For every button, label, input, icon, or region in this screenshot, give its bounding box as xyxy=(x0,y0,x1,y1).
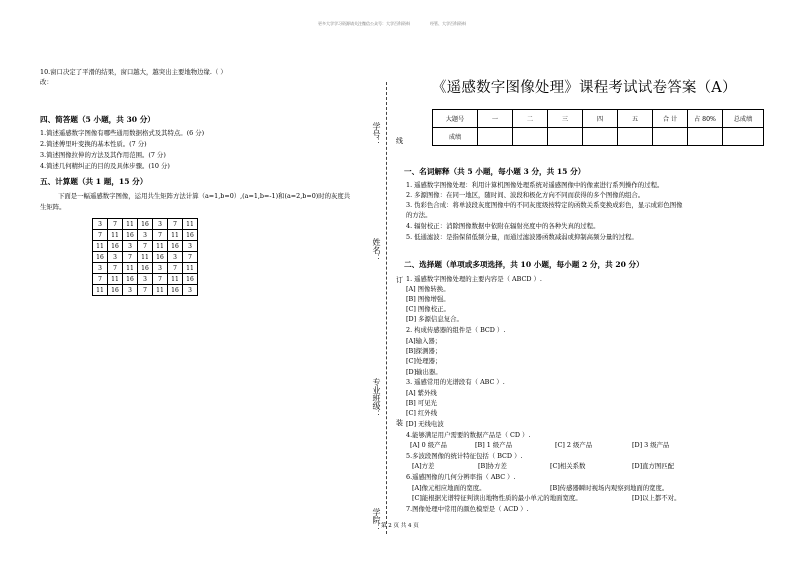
choice-option: [A] 图像转换。 xyxy=(406,285,450,293)
matrix-cell: 7 xyxy=(168,219,183,230)
choice-option: [D]直方图匹配 xyxy=(632,462,675,470)
score-cell[interactable] xyxy=(548,128,583,146)
calculation-heading: 五、计算题（共 1 题，15 分） xyxy=(40,177,148,186)
choice-option: [C] 图像校正。 xyxy=(406,305,450,313)
choice-option: [D]输出器。 xyxy=(406,368,442,376)
matrix-cell: 11 xyxy=(93,285,108,296)
short-answer-item: 3.简述图像拉伸的方法及其作用范围。(7 分) xyxy=(40,151,166,159)
matrix-cell: 11 xyxy=(108,230,123,241)
matrix-cell: 3 xyxy=(108,252,123,263)
score-table-row xyxy=(433,128,764,146)
matrix-cell: 11 xyxy=(123,219,138,230)
calculation-text-cont: 生矩阵。 xyxy=(40,203,66,211)
matrix-row xyxy=(93,263,198,274)
matrix-cell: 11 xyxy=(138,252,153,263)
choice-option: [A]方差 xyxy=(412,462,435,470)
matrix-cell: 11 xyxy=(168,230,183,241)
score-header-cell: 一 xyxy=(478,110,513,128)
matrix-cell: 16 xyxy=(168,241,183,252)
score-header-cell: 三 xyxy=(548,110,583,128)
short-answer-item: 2.简述傅里叶变换的基本性质。(7 分) xyxy=(40,140,147,148)
term-definition: 3. 伪彩色合成：将单波段灰度图像中的不同灰度级按特定的函数关系变换成彩色，显示成彩色图像 xyxy=(406,201,683,209)
choice-question: 2. 构成传感器的组件是（ BCD ）. xyxy=(406,326,506,334)
matrix-cell: 11 xyxy=(153,285,168,296)
matrix-cell: 16 xyxy=(123,274,138,285)
student-id-label: 学号： xyxy=(372,122,381,146)
score-cell[interactable] xyxy=(618,128,653,146)
choice-option: [A]像元相应地面的宽度。 xyxy=(412,484,486,492)
term-definition: 2. 多源图像：在同一地区，随时间、波段和极化方向不同而获得的多个图像的组合。 xyxy=(406,191,645,199)
short-answer-heading: 四、简答题（5 小题，共 30 分） xyxy=(40,115,155,124)
matrix-cell: 3 xyxy=(153,219,168,230)
matrix-cell: 11 xyxy=(168,274,183,285)
choice-option: [D] 多源信息复合。 xyxy=(406,315,463,323)
short-answer-item: 1.简述遥感数字图像有哪些通用数据格式及其特点。(6 分) xyxy=(40,129,205,137)
exam-title: 《遥感数字图像处理》课程考试试卷答案（A） xyxy=(432,80,737,96)
section-2-heading: 二、选择题（单项或多项选择，共 10 小题，每小题 2 分，共 20 分） xyxy=(404,260,644,269)
matrix-cell: 16 xyxy=(108,285,123,296)
matrix-row xyxy=(93,230,198,241)
binding-mark-order: 订 xyxy=(396,276,403,284)
choice-option: [B]协方差 xyxy=(478,462,507,470)
score-row-label: 成绩 xyxy=(433,128,478,146)
matrix-cell: 11 xyxy=(108,274,123,285)
choice-option: [D]以上都不对。 xyxy=(632,494,681,502)
matrix-cell: 16 xyxy=(123,230,138,241)
matrix-cell: 7 xyxy=(123,252,138,263)
matrix-row xyxy=(93,241,198,252)
matrix-cell: 7 xyxy=(153,274,168,285)
matrix-cell: 16 xyxy=(168,285,183,296)
score-table-header xyxy=(433,110,764,128)
matrix-cell: 11 xyxy=(123,263,138,274)
score-header-cell: 二 xyxy=(513,110,548,128)
question-10-correction: 改： xyxy=(40,78,53,86)
matrix-cell: 7 xyxy=(138,241,153,252)
matrix-cell: 3 xyxy=(138,274,153,285)
matrix-cell: 16 xyxy=(93,252,108,263)
choice-option: [C]能根据光谱特征判读出地物性质的最小单元的地面宽度。 xyxy=(412,494,582,502)
matrix-row xyxy=(93,219,198,230)
matrix-cell: 3 xyxy=(93,263,108,274)
choice-option: [D] 3 级产品 xyxy=(632,441,670,449)
choice-question: 5.多波段图像的统计特征包括（ BCD ）. xyxy=(406,452,523,460)
choice-option: [B] 图像增强。 xyxy=(406,295,450,303)
choice-option: [D] 无线电波 xyxy=(406,420,444,428)
matrix-cell: 3 xyxy=(123,241,138,252)
major-class-label: 专业班级： xyxy=(372,378,381,418)
matrix-cell: 11 xyxy=(183,263,198,274)
matrix-cell: 11 xyxy=(93,241,108,252)
header-note-left: 更多大学学习资源请关注微信公众号：大学百科资料 xyxy=(318,21,410,26)
matrix-cell: 16 xyxy=(138,263,153,274)
matrix-cell: 16 xyxy=(183,274,198,285)
term-definition: 5. 低通滤波：是指保留低频分量，而通过滤波器函数减弱或抑制高频分量的过程。 xyxy=(406,233,638,241)
matrix-cell: 7 xyxy=(168,263,183,274)
section-1-heading: 一、名词解释（共 5 小题，每小题 3 分，共 15 分） xyxy=(404,167,586,176)
matrix-cell: 7 xyxy=(93,230,108,241)
name-label: 姓名： xyxy=(372,238,381,262)
matrix-cell: 3 xyxy=(183,285,198,296)
score-header-cell: 四 xyxy=(583,110,618,128)
choice-option: [C]处理器； xyxy=(406,357,442,365)
question-10: 10.窗口决定了平滑的结果，窗口越大，越突出主要地物边缘.（ ） xyxy=(40,68,227,76)
choice-option: [B]传感器瞬时视场内观察到地面的宽度。 xyxy=(550,484,669,492)
matrix-cell: 7 xyxy=(138,285,153,296)
term-definition: 4. 辐射校正：消除图像数据中依附在辐射亮度中的各种失真的过程。 xyxy=(406,222,600,230)
score-header-cell: 大题号 xyxy=(433,110,478,128)
image-matrix xyxy=(92,218,198,296)
score-header-cell: 总成绩 xyxy=(723,110,764,128)
term-definition: 1. 遥感数字图像处理：利用计算机图像处理系统对遥感图像中的像素进行系列操作的过程。 xyxy=(406,181,664,189)
matrix-cell: 7 xyxy=(108,263,123,274)
page-footer: 第 2 页 共 4 页 xyxy=(381,523,419,529)
score-header-cell: 占 80% xyxy=(688,110,723,128)
score-cell[interactable] xyxy=(688,128,723,146)
score-table xyxy=(432,109,764,146)
binding-line xyxy=(386,82,387,534)
matrix-cell: 3 xyxy=(183,241,198,252)
matrix-cell: 3 xyxy=(168,252,183,263)
short-answer-item: 4.简述几何精纠正的目的及具体步骤。(10 分) xyxy=(40,162,170,170)
score-cell[interactable] xyxy=(478,128,513,146)
matrix-cell: 3 xyxy=(153,263,168,274)
choice-option: [C] 2 级产品 xyxy=(555,441,593,449)
choice-option: [A]输入器； xyxy=(406,337,442,345)
score-cell[interactable] xyxy=(653,128,688,146)
college-label: 学院： xyxy=(372,508,381,532)
choice-option: [A] 紫外线 xyxy=(406,389,437,397)
choice-question: 7.图像处理中常用的颜色模型是（ ACD ）. xyxy=(406,505,529,513)
header-note-right: 经管、大学百科资料 xyxy=(430,21,466,26)
matrix-cell: 3 xyxy=(123,285,138,296)
score-cell[interactable] xyxy=(583,128,618,146)
choice-question: 3. 遥感常用的光谱段有（ ABC ）. xyxy=(406,378,505,386)
binding-mark-bind: 装 xyxy=(396,419,403,427)
choice-question: 4.能够满足用户需要的数据产品是（ CD ）. xyxy=(406,431,531,439)
matrix-cell: 7 xyxy=(93,274,108,285)
choice-option: [B] 1 级产品 xyxy=(475,441,512,449)
matrix-row xyxy=(93,274,198,285)
score-cell[interactable] xyxy=(723,128,764,146)
score-cell[interactable] xyxy=(513,128,548,146)
choice-option: [B]探测器； xyxy=(406,347,442,355)
choice-question: 6.遥感图像的几何分辨率指（ ABC ）. xyxy=(406,473,516,481)
matrix-cell: 7 xyxy=(183,252,198,263)
matrix-cell: 16 xyxy=(108,241,123,252)
matrix-cell: 11 xyxy=(153,241,168,252)
score-header-cell: 五 xyxy=(618,110,653,128)
matrix-cell: 16 xyxy=(183,230,198,241)
matrix-cell: 3 xyxy=(138,230,153,241)
choice-option: [A] 0 级产品 xyxy=(410,441,447,449)
choice-option: [C] 红外线 xyxy=(406,409,438,417)
matrix-cell: 7 xyxy=(108,219,123,230)
score-header-cell: 合 计 xyxy=(653,110,688,128)
term-definition: 的方法。 xyxy=(406,211,432,219)
binding-mark-line: 线 xyxy=(396,137,403,145)
choice-option: [B] 可见光 xyxy=(406,399,437,407)
matrix-cell: 11 xyxy=(183,219,198,230)
matrix-cell: 3 xyxy=(93,219,108,230)
choice-question: 1. 遥感数字图像处理的主要内容是（ ABCD ）. xyxy=(406,275,542,283)
calculation-text: 下面是一幅遥感数字图像，运用共生矩阵方法计算（a=1,b=0）,(a=1,b=-1)和(a=2,b=0)时的灰度共 xyxy=(58,192,351,200)
matrix-cell: 16 xyxy=(138,219,153,230)
matrix-row xyxy=(93,285,198,296)
choice-option: [C]相关系数 xyxy=(550,462,586,470)
matrix-row xyxy=(93,252,198,263)
matrix-cell: 7 xyxy=(153,230,168,241)
matrix-cell: 16 xyxy=(153,252,168,263)
